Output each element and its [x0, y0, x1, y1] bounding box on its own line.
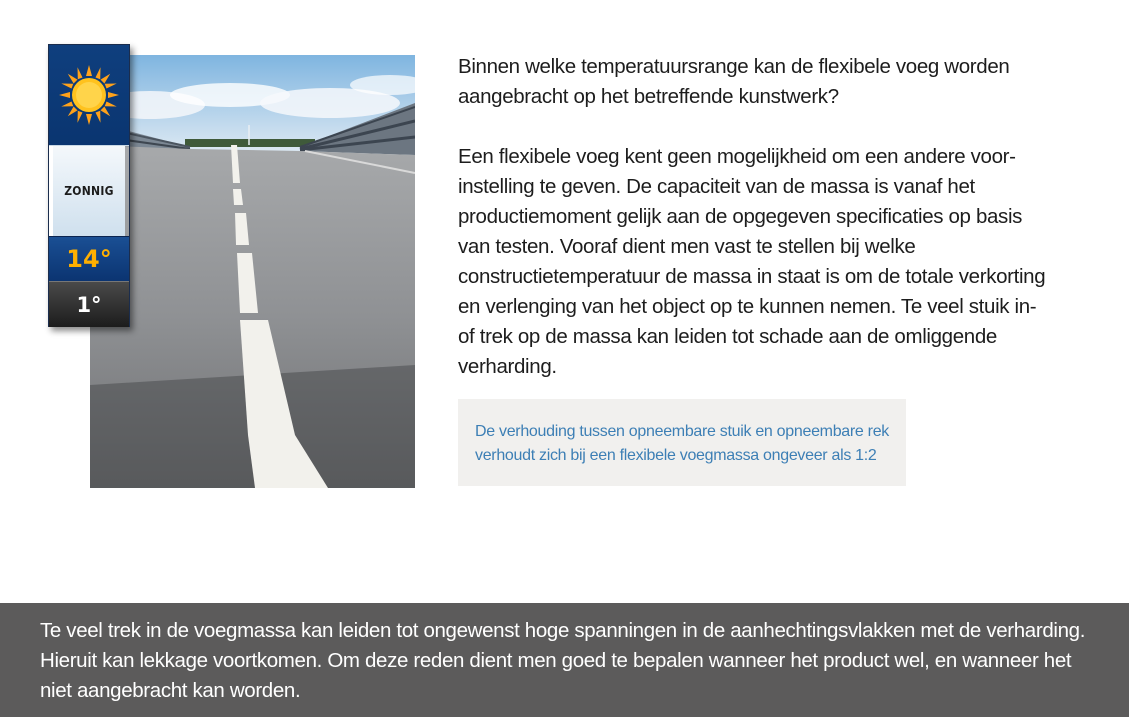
weather-condition: ZONNIG	[53, 146, 125, 236]
callout-box	[458, 399, 906, 486]
weather-widget	[48, 44, 130, 327]
road-illustration	[90, 55, 415, 488]
callout-text: De verhouding tussen opneembare stuik en opneembare rek verhoudt zich bij een flexibele voegmassa ongeveer als 1:2	[475, 423, 889, 464]
footer-banner	[0, 603, 1129, 717]
weather-low-temp: 1°	[49, 281, 129, 327]
weather-high-temp: 14°	[49, 236, 129, 281]
road-photo	[90, 55, 415, 488]
sun-icon	[58, 64, 120, 126]
question-text: Binnen welke temperatuursrange kan de flexibele voeg worden aangebracht op het betreffende kunstwerk?	[458, 55, 1010, 108]
footer-text: Te veel trek in de voegmassa kan leiden tot ongewenst hoge spanningen in de aanhechtingsvlakken met de verharding. Hieruit kan lekkage voortkomen. Om deze reden dient men goed te bepalen wanneer het product wel, en wanneer het niet aangebracht kan worden.	[40, 619, 1086, 702]
body-text: Een flexibele voeg kent geen mogelijkheid om een andere voor-instelling te geven. De capaciteit van de massa is vanaf het productiemoment gelijk aan de opgegeven specificaties op basis van testen. Vooraf dient men vast te stellen bij welke constructietemperatuur de massa in staat is om de totale verkorting en verlenging van het object op te kunnen nemen. Te veel stuik in- of trek op de massa kan leiden tot schade aan de omliggende verharding.	[458, 145, 1046, 378]
main-text	[458, 52, 1048, 382]
weather-sun-panel	[49, 45, 129, 146]
